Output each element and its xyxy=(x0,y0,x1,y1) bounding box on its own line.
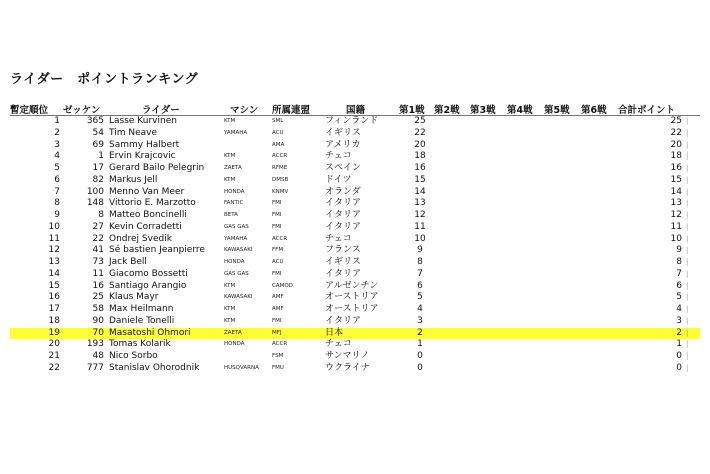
nationality-cell: サンマリノ xyxy=(325,351,370,361)
machine-cell: YAMAHA xyxy=(224,129,248,136)
machine-cell: HONDA xyxy=(224,341,245,348)
rider-cell: Lasse Kurvinen xyxy=(109,116,177,126)
number-cell: 69 xyxy=(92,139,104,150)
rank-cell: 6 xyxy=(54,174,60,185)
table-row xyxy=(10,175,700,187)
machine-cell: KAWASAKI xyxy=(224,294,253,301)
rider-cell: Ondrej Svedik xyxy=(109,233,172,244)
club-cell: ACU xyxy=(272,129,284,136)
rider-cell: Vittorio E. Marzotto xyxy=(109,198,196,209)
club-cell: FMU xyxy=(272,364,284,371)
machine-cell: HONDA xyxy=(224,188,245,195)
club-cell: FMI xyxy=(272,270,282,277)
club-cell: AMA xyxy=(272,141,285,148)
number-cell: 73 xyxy=(92,257,104,267)
rank-cell: 1 xyxy=(54,116,60,126)
nationality-cell: チェコ xyxy=(325,233,352,244)
row-end-marker: | xyxy=(686,117,689,125)
rank-cell: 7 xyxy=(54,186,60,197)
row-end-marker: | xyxy=(686,281,689,290)
nationality-cell: イタリア xyxy=(325,198,362,209)
nationality-cell: オーストリア xyxy=(325,292,379,303)
total-cell: 6 xyxy=(676,280,682,291)
rank-cell: 12 xyxy=(48,245,60,256)
header-round4: 第4戦 xyxy=(507,105,533,116)
rank-cell: 22 xyxy=(48,362,60,373)
total-cell: 16 xyxy=(670,163,682,173)
header-rank: 暫定順位 xyxy=(10,105,49,116)
row-end-marker: | xyxy=(686,222,689,231)
number-cell: 16 xyxy=(92,280,104,291)
club-cell: AMF xyxy=(272,294,284,301)
table-row xyxy=(10,316,700,328)
club-cell: FMI xyxy=(272,212,282,218)
table-row xyxy=(10,198,700,210)
round1-cell: 7 xyxy=(417,268,423,279)
number-cell: 25 xyxy=(92,292,104,303)
machine-cell: KTM xyxy=(224,306,236,312)
club-cell: CAMOD xyxy=(272,282,293,289)
club-cell: AMF xyxy=(272,306,284,312)
row-end-marker: | xyxy=(686,211,689,219)
number-cell: 193 xyxy=(86,339,104,350)
number-cell: 41 xyxy=(92,245,104,256)
total-cell: 0 xyxy=(676,351,682,361)
round1-cell: 13 xyxy=(414,198,426,209)
rider-cell: Tim Neave xyxy=(109,127,157,138)
nationality-cell: フィンランド xyxy=(325,116,379,126)
nationality-cell: ウクライナ xyxy=(325,362,370,373)
number-cell: 58 xyxy=(92,304,104,314)
table-header xyxy=(10,100,700,116)
row-end-marker: | xyxy=(686,152,689,161)
rank-cell: 20 xyxy=(48,339,60,350)
ranking-table xyxy=(10,100,700,375)
row-end-marker: | xyxy=(686,316,689,325)
rank-cell: 9 xyxy=(54,210,60,220)
machine-cell: KTM xyxy=(224,176,236,183)
total-cell: 10 xyxy=(670,233,682,244)
number-cell: 8 xyxy=(98,210,104,220)
round1-cell: 1 xyxy=(417,339,423,350)
rank-cell: 2 xyxy=(54,127,60,138)
club-cell: FMI xyxy=(272,317,282,324)
header-nationality: 国籍 xyxy=(346,105,366,116)
table-body xyxy=(10,116,700,375)
rank-cell: 19 xyxy=(48,327,60,338)
total-cell: 18 xyxy=(670,151,682,162)
total-cell: 20 xyxy=(670,139,682,150)
header-rider: ライダー xyxy=(142,105,180,116)
rider-cell: Menno Van Meer xyxy=(109,186,185,197)
rider-cell: Giacomo Bossetti xyxy=(109,268,188,279)
number-cell: 48 xyxy=(92,351,104,361)
club-cell: FMI xyxy=(272,200,282,207)
club-cell: RFME xyxy=(272,165,288,171)
total-cell: 12 xyxy=(670,210,682,220)
number-cell: 777 xyxy=(86,362,104,373)
rider-cell: Markus Jell xyxy=(109,174,158,185)
table-row xyxy=(10,116,700,128)
nationality-cell: イタリア xyxy=(325,221,362,232)
total-cell: 11 xyxy=(670,221,682,232)
round1-cell: 20 xyxy=(414,139,426,150)
rank-cell: 15 xyxy=(48,280,60,291)
number-cell: 82 xyxy=(92,174,104,185)
table-row xyxy=(10,351,700,363)
header-club: 所属連盟 xyxy=(272,105,311,116)
rider-cell: Ervin Krajcovic xyxy=(109,151,176,162)
machine-cell: ZAETA xyxy=(224,329,242,336)
machine-cell: HUSQVARNA xyxy=(224,364,259,371)
row-end-marker: | xyxy=(686,164,689,172)
nationality-cell: アメリカ xyxy=(325,139,361,150)
nationality-cell: イギリス xyxy=(325,127,361,138)
number-cell: 90 xyxy=(92,315,104,326)
table-row xyxy=(10,222,700,234)
number-cell: 70 xyxy=(92,327,104,338)
club-cell: ACU xyxy=(272,259,284,265)
nationality-cell: イタリア xyxy=(325,210,362,220)
nationality-cell: イタリア xyxy=(325,315,362,326)
machine-cell: GAS GAS xyxy=(224,270,249,277)
number-cell: 1 xyxy=(98,151,104,162)
total-cell: 9 xyxy=(676,245,682,256)
round1-cell: 8 xyxy=(417,257,423,267)
table-row xyxy=(10,163,700,175)
club-cell: FFM xyxy=(272,247,284,254)
rider-cell: Sé bastien Jeanpierre xyxy=(109,245,205,256)
round1-cell: 15 xyxy=(414,174,426,185)
nationality-cell: 日本 xyxy=(325,327,344,338)
number-cell: 27 xyxy=(92,221,104,232)
round1-cell: 22 xyxy=(414,127,426,138)
rank-cell: 4 xyxy=(54,151,60,162)
round1-cell: 18 xyxy=(414,151,426,162)
row-end-marker: | xyxy=(686,305,689,313)
header-round1: 第1戦 xyxy=(399,105,425,116)
round1-cell: 0 xyxy=(417,362,423,373)
rank-cell: 8 xyxy=(54,198,60,209)
rider-cell: Santiago Arangio xyxy=(109,280,187,291)
total-cell: 0 xyxy=(676,362,682,373)
table-row xyxy=(10,151,700,163)
header-total: 合計ポイント xyxy=(618,105,676,116)
nationality-cell: イタリア xyxy=(325,268,362,279)
machine-cell: FANTIC xyxy=(224,200,244,207)
table-row-highlighted xyxy=(10,328,700,340)
round1-cell: 0 xyxy=(417,351,423,361)
machine-cell: YAMAHA xyxy=(224,235,248,242)
row-end-marker: | xyxy=(686,187,689,196)
total-cell: 15 xyxy=(670,174,682,185)
table-row xyxy=(10,269,700,281)
total-cell: 7 xyxy=(676,268,682,279)
total-cell: 25 xyxy=(670,116,682,126)
row-end-marker: | xyxy=(686,352,689,360)
machine-cell: KTM xyxy=(224,317,236,324)
rider-cell: Nico Sorbo xyxy=(109,351,158,361)
round1-cell: 16 xyxy=(414,163,426,173)
rider-cell: Daniele Tonelli xyxy=(109,315,175,326)
number-cell: 11 xyxy=(92,268,104,279)
table-row xyxy=(10,257,700,269)
machine-cell: KTM xyxy=(224,153,236,160)
header-round3: 第3戦 xyxy=(470,105,496,116)
rank-cell: 17 xyxy=(48,304,60,314)
row-end-marker: | xyxy=(686,258,689,266)
table-row xyxy=(10,292,700,304)
nationality-cell: フランス xyxy=(325,245,361,256)
round1-cell: 14 xyxy=(414,186,426,197)
club-cell: SML xyxy=(272,118,284,124)
table-row xyxy=(10,339,700,351)
club-cell: ACCR xyxy=(272,235,288,242)
rank-cell: 18 xyxy=(48,315,60,326)
machine-cell: BETA xyxy=(224,212,238,218)
rank-cell: 10 xyxy=(48,221,60,232)
nationality-cell: チェコ xyxy=(325,339,352,350)
nationality-cell: アルゼンチン xyxy=(325,280,379,291)
number-cell: 54 xyxy=(92,127,104,138)
page-title: ライダー ポイントランキング xyxy=(10,72,199,87)
table-row xyxy=(10,234,700,246)
total-cell: 2 xyxy=(676,327,682,338)
rider-cell: Klaus Mayr xyxy=(109,292,159,303)
rank-cell: 14 xyxy=(48,268,60,279)
total-cell: 14 xyxy=(670,186,682,197)
round1-cell: 4 xyxy=(417,304,423,314)
header-round2: 第2戦 xyxy=(434,105,460,116)
table-row xyxy=(10,363,700,375)
nationality-cell: オランダ xyxy=(325,186,361,197)
number-cell: 17 xyxy=(92,163,104,173)
club-cell: MFJ xyxy=(272,329,282,336)
rider-cell: Stanislav Ohorodnik xyxy=(109,362,200,373)
rider-cell: Kevin Corradetti xyxy=(109,221,182,232)
round1-cell: 5 xyxy=(417,292,423,303)
total-cell: 22 xyxy=(670,127,682,138)
round1-cell: 12 xyxy=(414,210,426,220)
header-round5: 第5戦 xyxy=(544,105,570,116)
row-end-marker: | xyxy=(686,175,689,184)
round1-cell: 6 xyxy=(417,280,423,291)
row-end-marker: | xyxy=(686,363,689,372)
rider-cell: Jack Bell xyxy=(109,257,147,267)
total-cell: 5 xyxy=(676,292,682,303)
header-machine: マシン xyxy=(230,105,259,116)
header-round6: 第6戦 xyxy=(581,105,607,116)
number-cell: 22 xyxy=(92,233,104,244)
row-end-marker: | xyxy=(686,269,689,278)
rider-cell: Gerard Bailo Pelegrin xyxy=(109,163,205,173)
rank-cell: 21 xyxy=(48,351,60,361)
table-row xyxy=(10,128,700,140)
table-row xyxy=(10,187,700,199)
machine-cell: HONDA xyxy=(224,259,245,265)
machine-cell: KTM xyxy=(224,282,236,289)
row-end-marker: | xyxy=(686,128,689,137)
rank-cell: 13 xyxy=(48,257,60,267)
table-row xyxy=(10,304,700,316)
total-cell: 4 xyxy=(676,304,682,314)
header-number: ゼッケン xyxy=(63,105,101,116)
machine-cell: KTM xyxy=(224,118,236,124)
round1-cell: 3 xyxy=(417,315,423,326)
rank-cell: 16 xyxy=(48,292,60,303)
number-cell: 365 xyxy=(86,116,104,126)
nationality-cell: イギリス xyxy=(325,257,361,267)
table-row xyxy=(10,210,700,222)
row-end-marker: | xyxy=(686,293,689,302)
club-cell: ACCR xyxy=(272,341,288,348)
row-end-marker: | xyxy=(686,199,689,208)
nationality-cell: ドイツ xyxy=(325,174,352,185)
round1-cell: 11 xyxy=(414,221,426,232)
machine-cell: GAS GAS xyxy=(224,223,249,230)
rank-cell: 3 xyxy=(54,139,60,150)
club-cell: KNMV xyxy=(272,188,289,195)
total-cell: 3 xyxy=(676,315,682,326)
rider-cell: Matteo Boncinelli xyxy=(109,210,187,220)
machine-cell: ZAETA xyxy=(224,165,242,171)
total-cell: 1 xyxy=(676,339,682,350)
nationality-cell: チェコ xyxy=(325,151,352,162)
machine-cell: KAWASAKI xyxy=(224,247,253,254)
number-cell: 148 xyxy=(86,198,104,209)
table-row xyxy=(10,140,700,152)
rider-cell: Max Heilmann xyxy=(109,304,174,314)
total-cell: 13 xyxy=(670,198,682,209)
round1-cell: 2 xyxy=(417,327,423,338)
nationality-cell: オーストリア xyxy=(325,304,379,314)
number-cell: 100 xyxy=(86,186,104,197)
nationality-cell: スペイン xyxy=(325,163,362,173)
rank-cell: 11 xyxy=(48,233,60,244)
row-end-marker: | xyxy=(686,328,689,337)
round1-cell: 10 xyxy=(414,233,426,244)
row-end-marker: | xyxy=(686,340,689,349)
round1-cell: 9 xyxy=(417,245,423,256)
club-cell: FSM xyxy=(272,353,284,359)
club-cell: DMSB xyxy=(272,176,289,183)
rider-cell: Masatoshi Ohmori xyxy=(109,327,191,338)
club-cell: ACCR xyxy=(272,153,288,160)
total-cell: 8 xyxy=(676,257,682,267)
round1-cell: 25 xyxy=(414,116,426,126)
row-end-marker: | xyxy=(686,246,689,255)
row-end-marker: | xyxy=(686,234,689,243)
rider-cell: Sammy Halbert xyxy=(109,139,180,150)
row-end-marker: | xyxy=(686,140,689,149)
table-row xyxy=(10,245,700,257)
rank-cell: 5 xyxy=(54,163,60,173)
rider-cell: Tomas Kolarik xyxy=(109,339,171,350)
table-row xyxy=(10,281,700,293)
club-cell: FMI xyxy=(272,223,282,230)
